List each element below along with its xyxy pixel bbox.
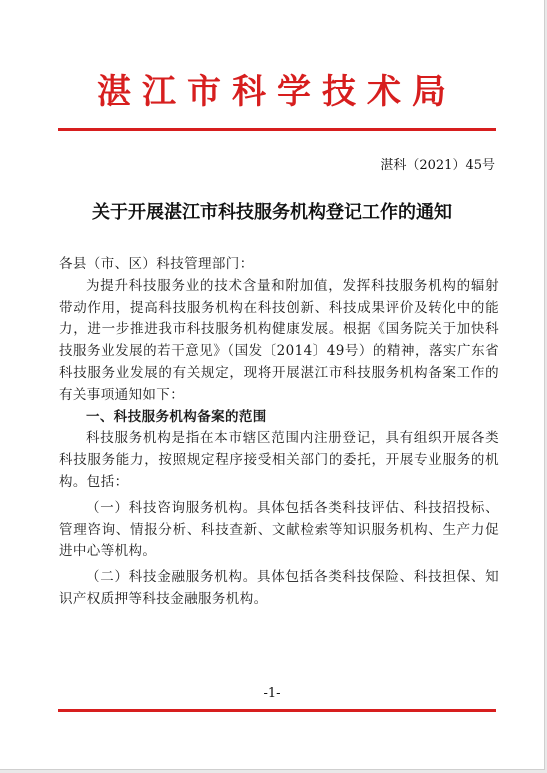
page-number: -1- bbox=[263, 686, 281, 701]
notice-title: 关于开展湛江市科技服务机构登记工作的通知 bbox=[92, 202, 452, 223]
intro-paragraph: 为提升科技服务业的技术含量和附加值，发挥科技服务机构的辐射带动作用，提高科技服务机构在科技创新、科技成果评价及转化中的能力，进一步推进我市科技服务机构健康发展。根据《国务院关于加快科技服务业发展的若干意见》（国发〔2014〕49号）的精神，落实广东省科技服务业发展的有关规定，现将开展湛江市科技服务机构备案工作的有关事项通知如下： bbox=[59, 277, 499, 403]
section-paragraph: 科技服务机构是指在本市辖区范围内注册登记，具有组织开展各类科技服务能力，按照规定程序接受相关部门的委托，开展专业服务的机构。包括： bbox=[59, 430, 499, 490]
list-item-consulting: （一）科技咨询服务机构。具体包括各类科技评估、科技招投标、管理咨询、情报分析、科技查新、文献检索等知识服务机构、生产力促进中心等机构。 bbox=[59, 499, 499, 560]
salutation: 各县（市、区）科技管理部门： bbox=[59, 256, 254, 272]
issuing-authority-title: 湛江市科学技术局 bbox=[97, 72, 457, 112]
red-footer-rule bbox=[58, 709, 496, 712]
red-header-rule bbox=[58, 128, 496, 131]
document-number: 湛科（2021）45号 bbox=[380, 158, 495, 173]
section-heading: 一、科技服务机构备案的范围 bbox=[86, 408, 267, 425]
list-item-finance: （二）科技金融服务机构。具体包括各类科技保险、科技担保、知识产权质押等科技金融服务机构。 bbox=[59, 569, 499, 607]
notice-body bbox=[59, 254, 499, 611]
